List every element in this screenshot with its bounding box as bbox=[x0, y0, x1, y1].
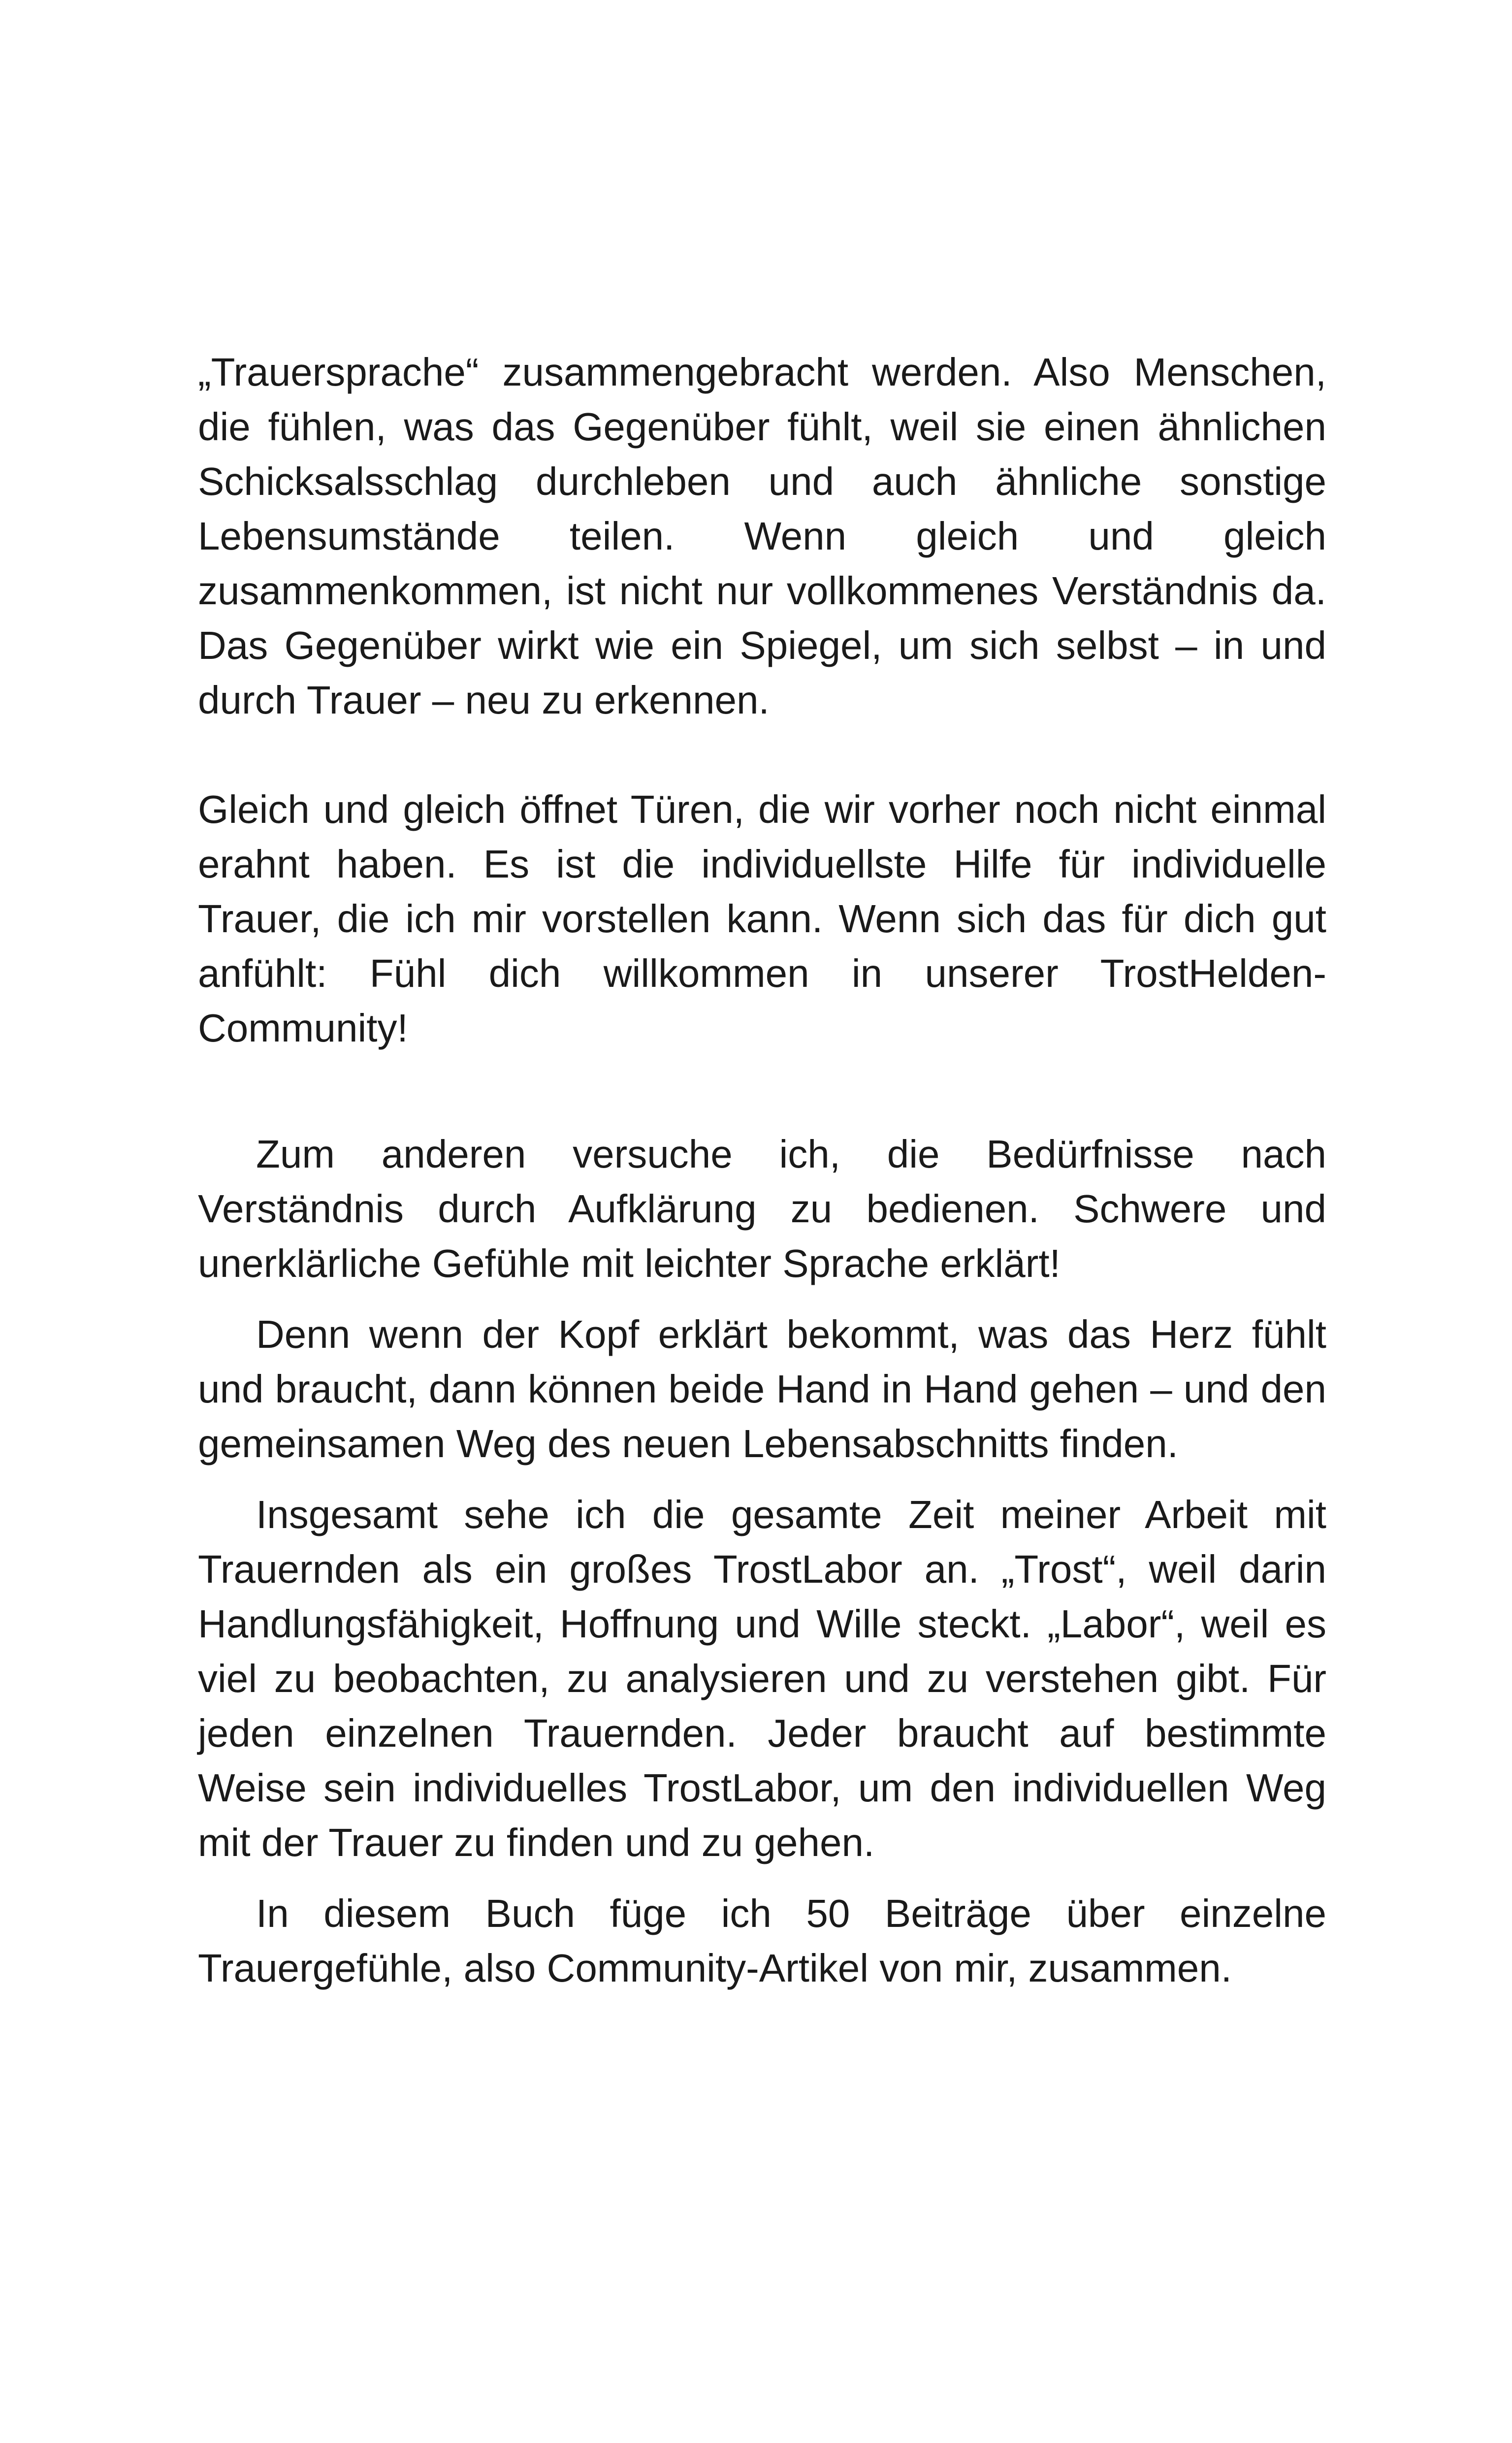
paragraph-kopf-und-herz: Denn wenn der Kopf erklärt bekommt, was das Herz fühlt und braucht, dann können beide Hand in Hand gehen – und den gemeinsamen Weg des neuen Lebensabschnitts finden. bbox=[198, 1312, 1326, 1466]
paragraph-gleich-und-gleich: Gleich und gleich öffnet Türen, die wir vorher noch nicht einmal erahnt haben. Es ist die individuellste Hilfe für individuelle Trauer, die ich mir vorstellen kann. Wenn sich das für dich gut anfühlt: Fühl dich willkommen in unserer TrostHelden-Community! bbox=[198, 787, 1326, 1050]
paragraph-buch-beitraege: In diesem Buch füge ich 50 Beiträge über einzelne Trauergefühle, also Community-Artikel von mir, zusammen. bbox=[198, 1891, 1326, 1990]
body-text bbox=[198, 345, 1326, 1995]
paragraph-trostlabor: Insgesamt sehe ich die gesamte Zeit meiner Arbeit mit Trauernden als ein großes TrostLabor an. „Trost“, weil darin Handlungsfähigkeit, Hoffnung und Wille steckt. „Labor“, weil es viel zu beobachten, zu analysieren und zu verstehen gibt. Für jeden einzelnen Trauernden. Jeder braucht auf bestimmte Weise sein individuelles TrostLabor, um den individuellen Weg mit der Trauer zu finden und zu gehen. bbox=[198, 1493, 1326, 1864]
paragraph-aufklaerung: Zum anderen versuche ich, die Bedürfnisse nach Verständnis durch Aufklärung zu bedienen. Schwere und unerklärliche Gefühle mit leichter Sprache erklärt! bbox=[198, 1132, 1326, 1285]
paragraph-trauersprache: „Trauersprache“ zusammengebracht werden. Also Menschen, die fühlen, was das Gegenüber fühlt, weil sie einen ähnlichen Schicksalsschlag durchleben und auch ähnliche sonstige Lebensumstände teilen. Wenn gleich und gleich zusammenkommen, ist nicht nur vollkommenes Verständnis da. Das Gegenüber wirkt wie ein Spiegel, um sich selbst – in und durch Trauer – neu zu erkennen. bbox=[198, 350, 1326, 722]
